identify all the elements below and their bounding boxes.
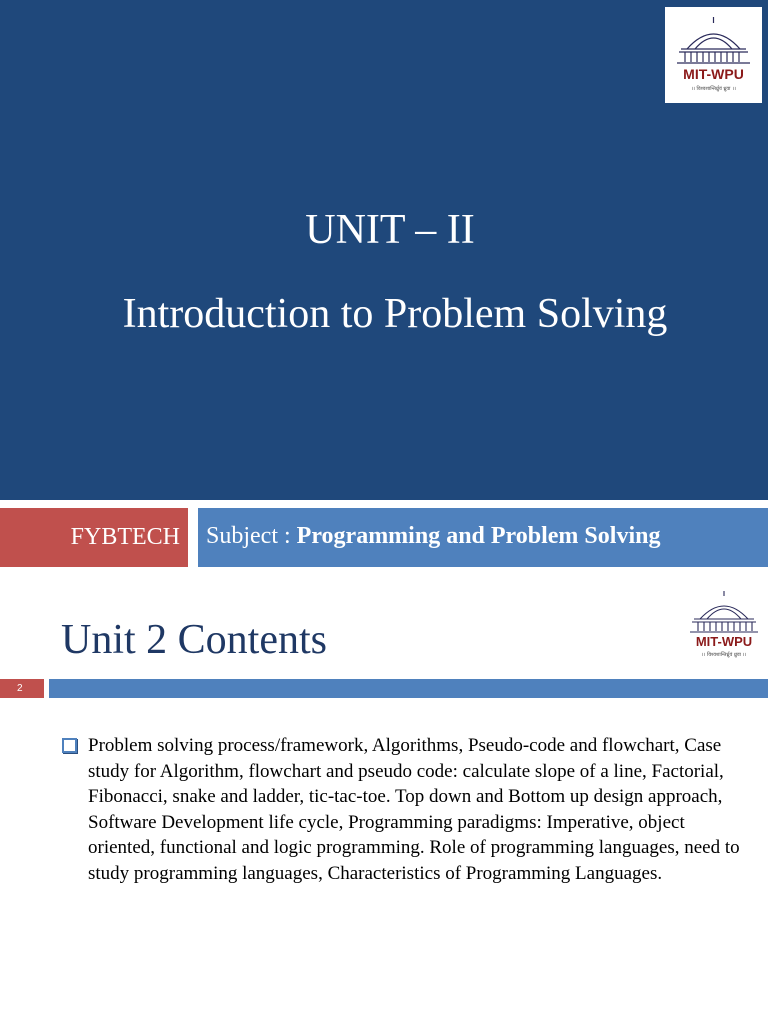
subject-prefix: Subject : bbox=[206, 523, 297, 549]
unit-title: UNIT – II bbox=[305, 207, 475, 253]
dome-logo-icon bbox=[665, 7, 762, 103]
list-item bbox=[62, 733, 742, 886]
subject-name: Programming and Problem Solving bbox=[296, 523, 661, 549]
course-label: FYBTECH bbox=[0, 508, 188, 567]
mit-wpu-logo bbox=[665, 7, 762, 103]
contents-slide bbox=[0, 572, 768, 1024]
title-underline-bar bbox=[49, 679, 768, 698]
bullet-text: Problem solving process/framework, Algorithms, Pseudo-code and flowchart, Case study for Algorithm, flowchart and pseudo code: calculate slope of a line, Factorial, Fibonacci, snake and ladder, tic-tac-toe. Top down and Bottom up design approach, Software Development life cycle, Programming paradigms: Imperative, object oriented, functional and logic programming. Role of programming languages, need to study programming languages, Characteristics of Programming Languages. bbox=[88, 735, 740, 884]
logo-wordmark: MIT-WPU bbox=[683, 66, 744, 82]
square-bullet-icon bbox=[62, 738, 77, 753]
slide-number: 2 bbox=[0, 679, 44, 698]
logo-tagline: ।। विश्वशान्तिर्ध्रुवं ध्रुवा ।। bbox=[701, 652, 747, 658]
logo-wordmark: MIT-WPU bbox=[695, 634, 753, 649]
dome-logo-icon bbox=[680, 585, 768, 661]
mit-wpu-logo-small bbox=[680, 585, 768, 661]
subject-banner bbox=[198, 508, 768, 567]
unit-subtitle: Introduction to Problem Solving bbox=[122, 291, 668, 337]
contents-title: Unit 2 Contents bbox=[61, 617, 328, 663]
logo-tagline: ।। विश्वशान्तिर्ध्रुवं ध्रुवा ।। bbox=[691, 86, 736, 92]
